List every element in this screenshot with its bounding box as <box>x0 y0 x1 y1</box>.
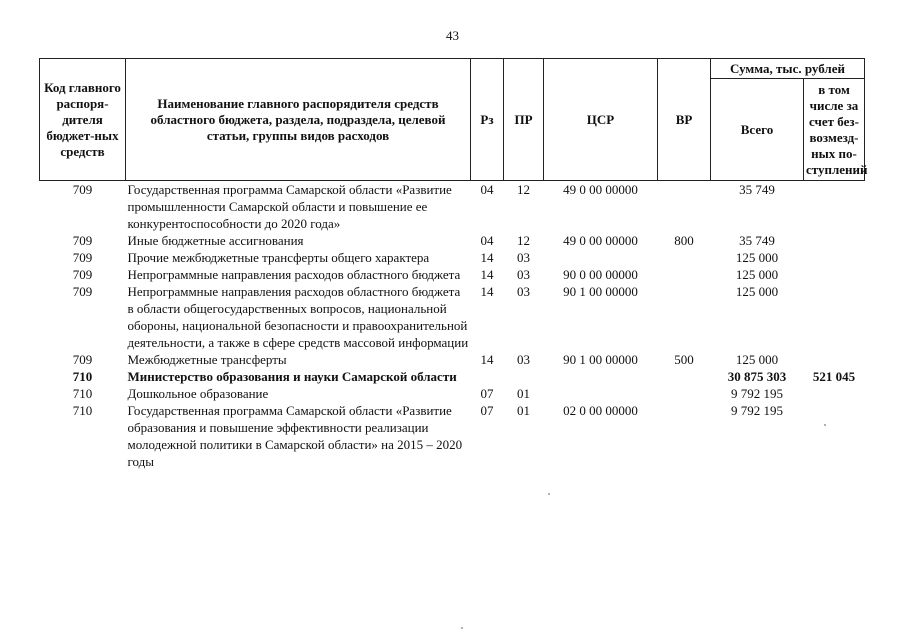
cell-rz: 04 <box>480 182 494 197</box>
cell-rz: 14 <box>480 250 494 265</box>
cell-name: Дошкольное образование <box>127 386 269 401</box>
scan-speck <box>824 424 826 426</box>
cell-csr: 02 0 00 00000 <box>563 403 638 418</box>
cell-csr: 49 0 00 00000 <box>563 233 638 248</box>
cell-total: 125 000 <box>735 284 779 299</box>
cell-name: Иные бюджетные ассигнования <box>127 233 304 248</box>
cell-vr: 800 <box>674 233 694 248</box>
cell-rz: 14 <box>480 284 494 299</box>
cell-csr: 90 1 00 00000 <box>563 284 638 299</box>
cell-vr <box>658 402 711 470</box>
cell-total: 9 792 195 <box>731 386 783 401</box>
table-row <box>40 385 865 402</box>
table-body <box>40 181 865 471</box>
cell-code: 709 <box>72 250 93 265</box>
cell-vr <box>658 266 711 283</box>
cell-pr: 01 <box>517 403 530 418</box>
cell-name: Непрограммные направления расходов областного бюджета в области общегосударственных вопросов, национальной обороны, национальной безопасности и правоохранительной деятельности, а также в сфере средств массовой информации <box>127 284 469 350</box>
cell-name: Государственная программа Самарской области «Развитие образования и повышение эффективности реализации молодежной политики в Самарской области» на 2015 – 2020 годы <box>127 403 463 469</box>
cell-pr: 03 <box>517 284 530 299</box>
cell-name: Государственная программа Самарской области «Развитие промышленности Самарской области и повышение ее конкурентоспособности до 2020 года» <box>127 182 452 231</box>
table-row <box>40 402 865 470</box>
cell-csr <box>544 368 658 385</box>
cell-grants <box>804 402 865 470</box>
cell-grants <box>804 181 865 233</box>
cell-grants <box>804 283 865 351</box>
cell-grants <box>804 351 865 368</box>
cell-code: 709 <box>72 284 93 299</box>
table-row <box>40 368 865 385</box>
scan-speck <box>548 493 550 495</box>
cell-total: 35 749 <box>739 182 775 197</box>
cell-pr <box>504 368 544 385</box>
cell-pr: 03 <box>517 250 530 265</box>
cell-vr: 500 <box>674 352 694 367</box>
table-header <box>40 59 868 181</box>
cell-code: 709 <box>72 352 93 367</box>
cell-total: 125 000 <box>735 250 779 265</box>
page-number: 43 <box>446 28 459 43</box>
header-total: Всего <box>711 79 804 181</box>
table-row <box>40 249 865 266</box>
cell-total: 125 000 <box>735 267 779 282</box>
cell-pr: 12 <box>517 182 530 197</box>
cell-rz <box>471 368 504 385</box>
cell-grants <box>804 266 865 283</box>
table-row <box>40 283 865 351</box>
cell-code: 709 <box>72 233 93 248</box>
cell-pr: 01 <box>517 386 530 401</box>
cell-grants <box>804 232 865 249</box>
table-row <box>40 232 865 249</box>
cell-pr: 03 <box>517 267 530 282</box>
header-rz: Рз <box>471 59 504 181</box>
table-row <box>40 351 865 368</box>
table-row <box>40 181 865 233</box>
cell-csr: 90 0 00 00000 <box>563 267 638 282</box>
header-grants: в том числе за счет без-возмезд-ных по-ступлений <box>804 79 865 181</box>
header-csr: ЦСР <box>544 59 658 181</box>
cell-code: 709 <box>72 267 93 282</box>
budget-table <box>39 58 868 470</box>
cell-pr: 12 <box>517 233 530 248</box>
cell-code: 710 <box>72 369 93 384</box>
cell-code: 710 <box>72 386 93 401</box>
cell-total: 125 000 <box>735 352 779 367</box>
header-name: Наименование главного распорядителя средств областного бюджета, раздела, подраздела, целевой статьи, группы видов расходов <box>126 59 471 181</box>
cell-code: 710 <box>72 403 93 418</box>
cell-csr: 49 0 00 00000 <box>563 182 638 197</box>
cell-rz: 07 <box>480 403 494 418</box>
cell-total: 9 792 195 <box>731 403 783 418</box>
header-code: Код главного распоря-дителя бюджет-ных средств <box>40 59 126 181</box>
cell-rz: 04 <box>480 233 494 248</box>
cell-vr <box>658 368 711 385</box>
cell-vr <box>658 283 711 351</box>
header-pr: ПР <box>504 59 544 181</box>
cell-rz: 14 <box>480 267 494 282</box>
cell-grants: 521 045 <box>812 369 856 384</box>
cell-rz: 14 <box>480 352 494 367</box>
table-row <box>40 266 865 283</box>
cell-name: Непрограммные направления расходов областного бюджета <box>127 267 461 282</box>
cell-total: 30 875 303 <box>727 369 787 384</box>
cell-csr <box>544 249 658 266</box>
cell-name: Межбюджетные трансферты <box>127 352 287 367</box>
cell-rz: 07 <box>480 386 494 401</box>
cell-total: 35 749 <box>739 233 775 248</box>
cell-grants <box>804 249 865 266</box>
cell-code: 709 <box>72 182 93 197</box>
cell-csr <box>544 385 658 402</box>
cell-vr <box>658 385 711 402</box>
cell-vr <box>658 181 711 233</box>
cell-vr <box>658 249 711 266</box>
scan-speck <box>461 627 463 629</box>
cell-name: Министерство образования и науки Самарской области <box>127 369 457 384</box>
header-vr: ВР <box>658 59 711 181</box>
cell-grants <box>804 385 865 402</box>
header-sum-group: Сумма, тыс. рублей <box>711 59 865 79</box>
cell-name: Прочие межбюджетные трансферты общего характера <box>127 250 430 265</box>
cell-pr: 03 <box>517 352 530 367</box>
cell-csr: 90 1 00 00000 <box>563 352 638 367</box>
